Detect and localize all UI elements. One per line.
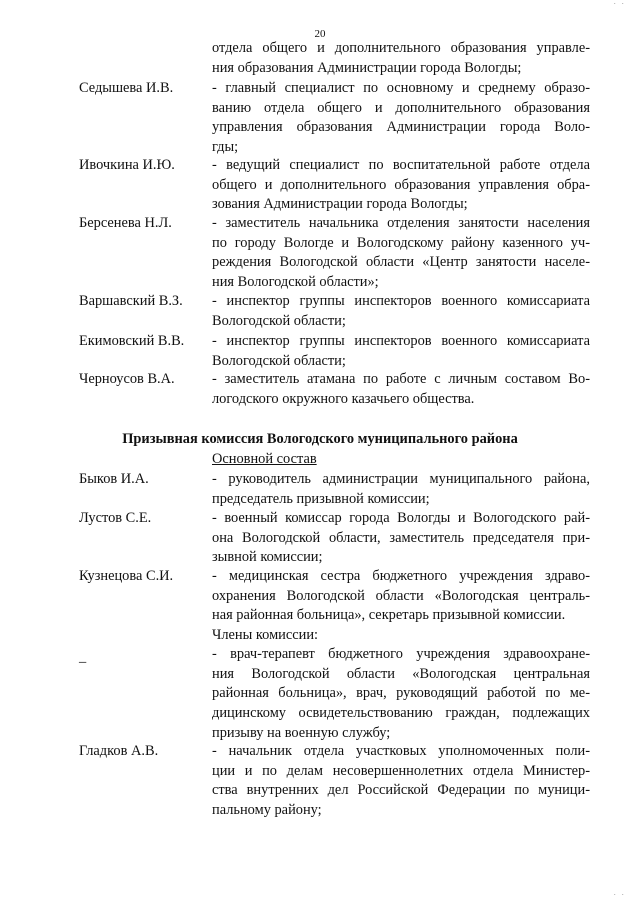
- member-description: [212, 79, 590, 158]
- desc-line: ная районная больница», секретарь призывной комиссии.: [212, 607, 566, 624]
- desc-line: ния образования Администрации города Вологды;: [212, 59, 522, 76]
- member-name: Гладков А.В.: [79, 743, 159, 759]
- desc-line: пальному району;: [212, 802, 322, 819]
- desc-line: районная больница», врач, руководящий работой по ме-: [212, 685, 590, 702]
- member-description: [212, 645, 590, 744]
- member-description: [212, 332, 590, 371]
- desc-line: - инспектор группы инспекторов военного комиссариата: [212, 293, 590, 309]
- section-subheading: Основной состав: [212, 451, 317, 467]
- desc-line: председатель призывной комиссии;: [212, 490, 430, 507]
- member-name: Черноусов В.А.: [79, 371, 175, 387]
- member-name: Быков И.А.: [79, 471, 149, 487]
- member-description: [212, 567, 590, 646]
- desc-line: ния Вологодской области»;: [212, 274, 379, 291]
- desc-line: зывной комиссии;: [212, 549, 323, 566]
- desc-line: логодского окружного казачьего общества.: [212, 390, 475, 407]
- desc-line: ванию отдела общего и дополнительного образования: [212, 99, 590, 116]
- member-description: [212, 214, 590, 293]
- members-label: Члены комиссии:: [212, 627, 319, 644]
- desc-line: - заместитель атамана по работе с личным составом Во-: [212, 371, 590, 387]
- member-description: [212, 470, 590, 509]
- member-name: Варшавский В.З.: [79, 293, 183, 309]
- scan-mark-bottom: · ·: [613, 891, 626, 899]
- scan-mark-top: · ·: [613, 0, 626, 8]
- page-number: 20: [314, 28, 326, 40]
- desc-line: - руководитель администрации муниципального района,: [212, 471, 590, 487]
- desc-line: дицинскому освидетельствованию граждан, подлежащих: [212, 705, 590, 722]
- desc-line: - ведущий специалист по воспитательной работе отдела: [212, 157, 590, 173]
- member-name: Кузнецова С.И.: [79, 568, 174, 584]
- desc-line: гды;: [212, 139, 239, 156]
- desc-line: - военный комиссар города Вологды и Вологодского рай-: [212, 510, 590, 526]
- desc-line: - медицинская сестра бюджетного учреждения здраво-: [212, 568, 590, 584]
- desc-line: Вологодской области;: [212, 312, 346, 329]
- desc-line: зования Администрации города Вологды;: [212, 196, 468, 213]
- member-description: [212, 370, 590, 409]
- member-name: Ивочкина И.Ю.: [79, 157, 175, 173]
- member-name: Седышева И.В.: [79, 80, 174, 96]
- desc-line: - главный специалист по основному и среднему образо-: [212, 80, 590, 96]
- desc-line: охранения Вологодской области «Вологодская централь-: [212, 587, 590, 604]
- section-heading: Призывная комиссия Вологодского муниципального района: [122, 431, 518, 447]
- desc-line: управления образования Администрации города Воло-: [212, 119, 590, 136]
- desc-line: отдела общего и дополнительного образования управле-: [212, 40, 590, 56]
- member-name: Екимовский В.В.: [79, 333, 185, 349]
- desc-line: - инспектор группы инспекторов военного комиссариата: [212, 333, 590, 349]
- desc-line: общего и дополнительного образования управления обра-: [212, 176, 590, 193]
- desc-line: она Вологодской области, заместитель председателя при-: [212, 529, 590, 546]
- desc-line: - врач-терапевт бюджетного учреждения здравоохране-: [212, 646, 590, 662]
- member-name: Берсенева Н.Л.: [79, 215, 172, 231]
- desc-line: Вологодской области;: [212, 352, 346, 369]
- member-description: [212, 292, 590, 331]
- member-description: [212, 509, 590, 568]
- member-description: [212, 742, 590, 821]
- desc-line: ния Вологодской области «Вологодская центральная: [212, 665, 590, 682]
- desc-line: призыву на военную службу;: [212, 724, 391, 741]
- member-description: [212, 156, 590, 215]
- member-name-placeholder: –: [79, 654, 87, 670]
- desc-line: реждения Вологодской области «Центр занятости населе-: [212, 254, 590, 271]
- desc-line: ства внутренних дел Российской Федерации по муници-: [212, 782, 590, 799]
- desc-line: - заместитель начальника отделения занятости населения: [212, 215, 590, 231]
- member-name: Лустов С.Е.: [79, 510, 152, 526]
- continuation-text: [212, 39, 590, 78]
- desc-line: ции и по делам несовершеннолетних отдела Министер-: [212, 762, 590, 779]
- desc-line: - начальник отдела участковых уполномоченных поли-: [212, 743, 590, 759]
- desc-line: по городу Вологде и Вологодскому району казенного уч-: [212, 234, 590, 251]
